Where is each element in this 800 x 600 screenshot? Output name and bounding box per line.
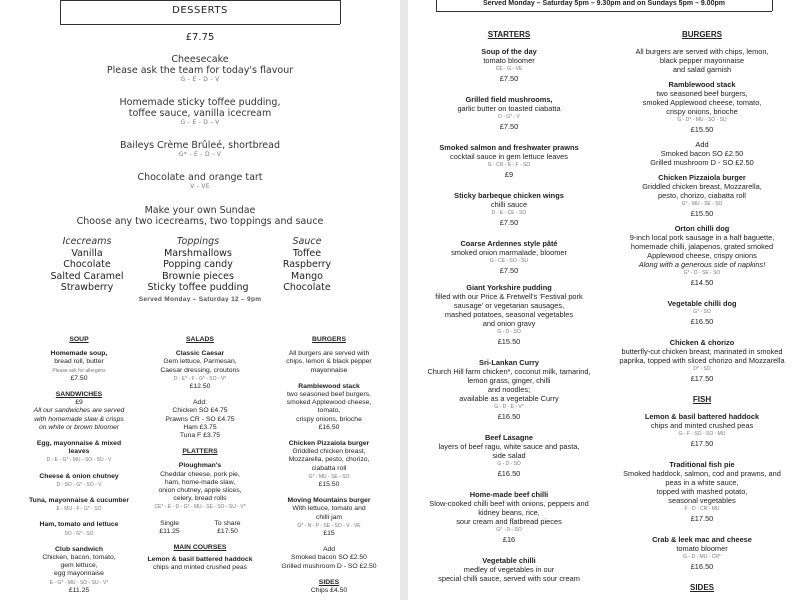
section-heading-soup: SOUP (69, 336, 89, 343)
allergen-codes: G* - E - D - V (178, 151, 222, 158)
desserts-title: DESSERTS (172, 5, 228, 16)
dessert-item: Make your own Sundae Choose any two icecreams, two toppings and sauce (76, 205, 324, 227)
section-heading-burgers: BURGERS (312, 336, 346, 343)
desserts-price: £7.75 (185, 32, 215, 43)
allergen-codes: G - E - D - V (180, 76, 220, 83)
dessert-item: Chocolate and orange tart V - VE (0, 172, 400, 191)
lunch-menu-panel (0, 302, 400, 600)
dessert-item: Baileys Crème Brûleé, shortbread G* - E - D - V (0, 140, 400, 159)
section-heading-burgers: BURGERS (681, 30, 722, 39)
salads-platters-column: SALADS Classic Caesar Gem lettuce, Parmesan, Caesar dressing, croutons D - E* - F - G* - SO - V* £12.50 Add: Chicken SO £4.75 Prawns CR - SO £4.75 Ham £3.75 Tuna F £3.75 PLATTERS Ploughman's Cheddar cheese, pork pie, ham, home-made slaw, onion chutney, apple slices, celery, bread rolls CE* - E - D - G* - MU - SE - SO - SU - V* Single £11.25 To share £17.50 MAIN COURSES Lemon & basil battered haddock chips and minted crushed peas (142, 336, 258, 573)
dinner-menu-panel (408, 0, 800, 600)
divider (60, 0, 61, 24)
starters-mains-column: STARTERS Soup of the day tomato bloomer CE - G - VE £7.50 Grilled field mushrooms, garlic butter on toasted ciabatta D - G* - V £7.50 Smoked salmon and freshwater prawns cocktail sauce in gem lettuce leaves G - CR - E - F - SO £9 Sticky barbeque chicken wings chilli sauce D - E - CE - SO £7.50 Coarse Ardennes style pâté smoked onion marmalade, bloomer G - CE - SO - SU £7.50 Giant Yorkshire pudding filled with our Price & Fretwell's 'Festival pork sausage' or vegetarian sausages, mashed potatoes, seasonal vegetables and onion gravy G - D - SO £15.50 Sri-Lankan Curry Church Hill farm chicken*, coconut milk, tamarind, lemon grass, ginger, chilli and noodles; available as a vegetable Curry G - D - E - V* £16.50 Beef Lasagne layers of beef ragu, white sauce and pasta, side salad G - D - SO £16.50 Home-made beef chilli Slow-cooked chilli beef with onions, peppers and kidney beans, rice, sour cream and flatbread pieces G* - D - SO £16 Vegetable chilli medley of vegetables in our special chilli sauce, served with sour cream (420, 30, 598, 583)
section-heading-fish: FISH (692, 395, 712, 404)
served-times-text: Served Monday – Saturday 12 – 9pm (138, 296, 262, 302)
sundae-toppings-column: Toppings Marshmallows Popping candy Brownie pieces Sticky toffee pudding (147, 236, 249, 294)
section-heading-sides: SIDES (318, 578, 340, 586)
dessert-item: Homemade sticky toffee pudding, toffee sauce, vanilla icecream G - E - D - V (0, 97, 400, 127)
section-heading-platters: PLATTERS (182, 448, 218, 456)
burgers-fish-column: BURGERS All burgers are served with chips, lemon, black pepper mayonnaise and salad garnish Ramblewood stack two seasoned beef burgers, smoked Applewood cheese, tomato, crispy onions, brioche G - D* - MU - SO - SU £15.50 Add Smoked bacon SO £2.50 Grilled mushroom D - SO £2.50 Chicken Pizzaiola burger Griddled chicken breast, Mozzarella, pesto, chorizo, ciabatta roll G* - MU - SE - SO £15.50 Orton chilli dog 9-inch local pork sausage in a half baguette, homemade chilli, jalapenos, grated smoked Applewood cheese, crispy onions Along with a generous side of napkins! G* - D - SE - SO £14.50 Vegetable chilli dog G* - SO £16.50 Chicken & chorizo butterfly-cut chicken breast, marinated in smoked paprika, topped with sliced chorizo and Mozzarella D* - SO £17.50 FISH Lemon & basil battered haddock chips and minted crushed peas G - F - SO - SO - MU £17.50 Traditional fish pie Smoked haddock, salmon, cod and prawns, and peas in a white sauce, topped with mashed potato, seasonal vegetables F - D - CR - MU £17.50 Crab & leek mac and cheese tomato bloomer G - D - MU - CR* £16.50 SIDES (612, 30, 792, 600)
section-heading-starters: STARTERS (487, 30, 531, 39)
allergen-codes: G - E - D - V (180, 119, 220, 126)
soup-sandwiches-column: SOUP Homemade soup, bread roll, butter Please ask for allergens £7.50 SANDWICHES £9 All our sandwiches are served with homemade slaw & crisps on white or brown bloomer Egg, mayonnaise & mixed leaves D - E - G* - MU - SO - SU - V Cheese & onion chutney D - SO - G* - SO - V Tuna, mayonnaise & cucumber E - MU - F - G* - SO Ham, tomato and lettuce SO - G* - SO Club sandwich Chicken, bacon, tomato, gem lettuce, egg mayonnaise E - G* - MU - SO - SU - V* £11.25 (26, 336, 132, 595)
section-heading-sandwiches: SANDWICHES (55, 391, 103, 399)
divider (436, 11, 772, 12)
section-heading-sides: SIDES (689, 583, 714, 592)
divider (60, 0, 340, 1)
dessert-item: Cheesecake Please ask the team for today's flavour G - E - D - V (0, 54, 400, 84)
desserts-menu-panel (0, 0, 400, 302)
divider (340, 0, 341, 24)
lunch-burgers-column: BURGERS All burgers are served with chips, lemon & black pepper mayonnaise Ramblewood stack two seasoned beef burgers, smoked Applewood cheese, tomato, crispy onions, brioche £16.50 Chicken Pizzaiola burger Griddled chicken breast, Mozzarella, pesto, chorizo, ciabatta roll G* - MU - SE - SO £15.50 Moving Mountains burger With lettuce, tomato and chilli jam G* - N - P - SE - SO - V - VE £15 Add Smoked bacon SO £2.50 Grilled mushroom D - SO £2.50 SIDES Chips £4.50 (270, 336, 388, 595)
section-heading-salads: SALADS (186, 336, 214, 343)
section-heading-main-courses: MAIN COURSES (173, 544, 227, 552)
served-times-text: Served Monday – Saturday 5pm – 9.30pm and on Sundays 5pm – 9.00pm (483, 0, 725, 7)
sundae-icecreams-column: Icecreams Vanilla Chocolate Salted Caramel Strawberry (50, 236, 124, 294)
sundae-sauce-column: Sauce Toffee Raspberry Mango Chocolate (282, 236, 332, 294)
divider (60, 24, 340, 25)
allergen-codes: V - VE (190, 183, 210, 190)
